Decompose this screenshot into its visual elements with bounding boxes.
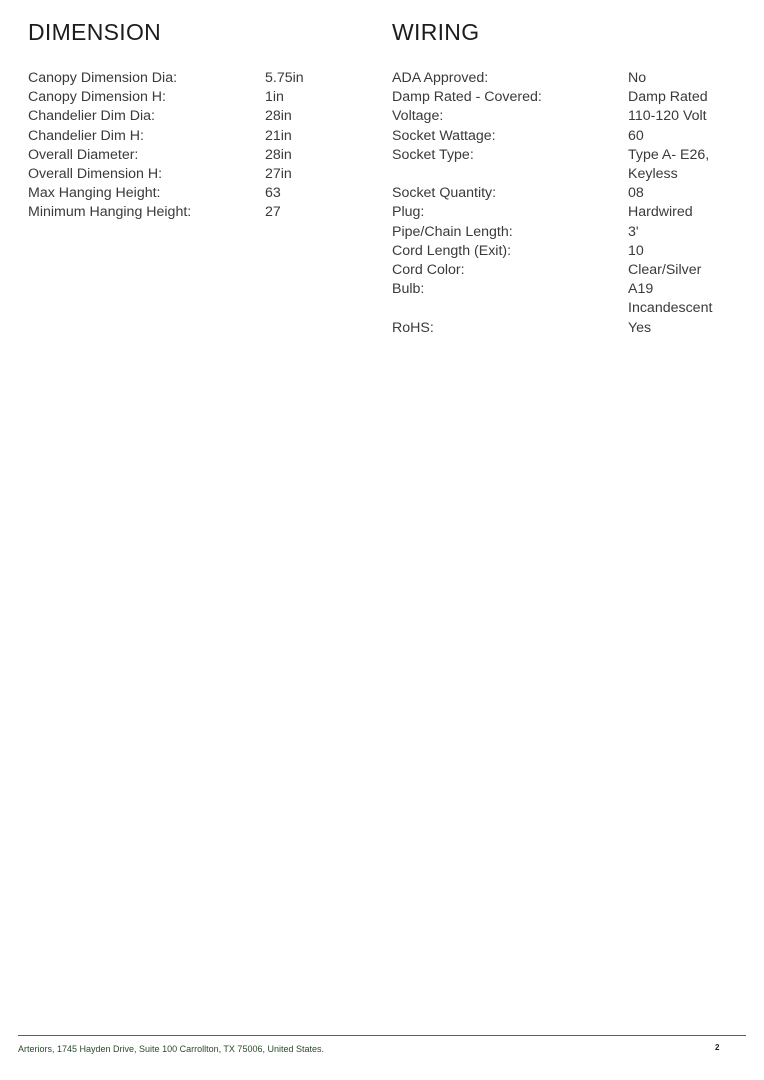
- spec-row: [392, 88, 732, 107]
- spec-value: Type A- E26, Keyless: [628, 146, 710, 183]
- spec-row: [28, 146, 358, 165]
- spec-label: Cord Length (Exit):: [392, 242, 512, 259]
- page-number: 2: [715, 1043, 720, 1052]
- spec-value: 5.75in: [265, 70, 304, 86]
- spec-label: Cord Color:: [392, 262, 465, 279]
- spec-row: [28, 203, 358, 222]
- spec-value: A19 Incandescent: [628, 281, 713, 317]
- spec-row: [28, 107, 358, 126]
- spec-label: Overall Diameter:: [28, 146, 139, 163]
- wiring-title: WIRING: [392, 19, 480, 45]
- spec-row: [392, 280, 732, 318]
- spec-value: 28in: [265, 108, 292, 125]
- spec-label: Socket Quantity:: [392, 185, 497, 202]
- spec-label: Damp Rated - Covered:: [392, 89, 542, 106]
- spec-row: [28, 88, 358, 107]
- spec-row: [392, 203, 732, 222]
- spec-value: No: [628, 70, 647, 86]
- wiring-spec-list: [392, 69, 732, 338]
- spec-label: Socket Type:: [392, 146, 474, 163]
- spec-value: 63: [265, 185, 281, 202]
- spec-value: 110-120 Volt: [628, 108, 707, 125]
- spec-value: Hardwired: [628, 204, 693, 221]
- spec-row: [392, 261, 732, 280]
- spec-value: Clear/Silver: [628, 262, 702, 279]
- spec-label: Bulb:: [392, 281, 425, 298]
- dimension-title: DIMENSION: [28, 19, 162, 45]
- spec-value: 27in: [265, 166, 292, 183]
- spec-row: [392, 107, 732, 126]
- spec-value: 1in: [265, 89, 284, 106]
- spec-value: 10: [628, 242, 644, 259]
- spec-label: Chandelier Dim Dia:: [28, 108, 155, 125]
- spec-row: [28, 127, 358, 146]
- footer-address: Arteriors, 1745 Hayden Drive, Suite 100 Carrollton, TX 75006, United States.: [18, 1044, 324, 1054]
- spec-label: ADA Approved:: [392, 70, 489, 86]
- spec-value: 21in: [265, 127, 292, 144]
- spec-value: Damp Rated: [628, 89, 708, 106]
- spec-row: [28, 184, 358, 203]
- wiring-section: [392, 16, 732, 338]
- spec-row: [392, 146, 732, 184]
- spec-row: [392, 242, 732, 261]
- dimension-section: [28, 16, 358, 223]
- spec-row: [392, 184, 732, 203]
- spec-row: [392, 127, 732, 146]
- spec-label: Voltage:: [392, 108, 444, 125]
- spec-label: Plug:: [392, 204, 425, 221]
- spec-label: Overall Dimension H:: [28, 166, 163, 183]
- spec-value: 28in: [265, 146, 292, 163]
- spec-row: [392, 319, 732, 338]
- spec-row: [28, 165, 358, 184]
- spec-label: Socket Wattage:: [392, 127, 496, 144]
- spec-label: Canopy Dimension Dia:: [28, 70, 178, 86]
- spec-label: Pipe/Chain Length:: [392, 223, 513, 240]
- dimension-spec-list: [28, 69, 358, 223]
- spec-row: [28, 69, 358, 88]
- spec-label: Chandelier Dim H:: [28, 127, 144, 144]
- spec-label: RoHS:: [392, 319, 434, 336]
- spec-label: Max Hanging Height:: [28, 185, 161, 202]
- spec-value: 27: [265, 204, 281, 221]
- spec-row: [392, 223, 732, 242]
- spec-label: Canopy Dimension H:: [28, 89, 166, 106]
- spec-value: 3': [628, 223, 639, 240]
- spec-value: 60: [628, 127, 644, 144]
- footer-divider: [18, 1035, 746, 1036]
- spec-label: Minimum Hanging Height:: [28, 204, 192, 221]
- spec-value: Yes: [628, 319, 652, 336]
- spec-row: [392, 69, 732, 88]
- spec-value: 08: [628, 185, 644, 202]
